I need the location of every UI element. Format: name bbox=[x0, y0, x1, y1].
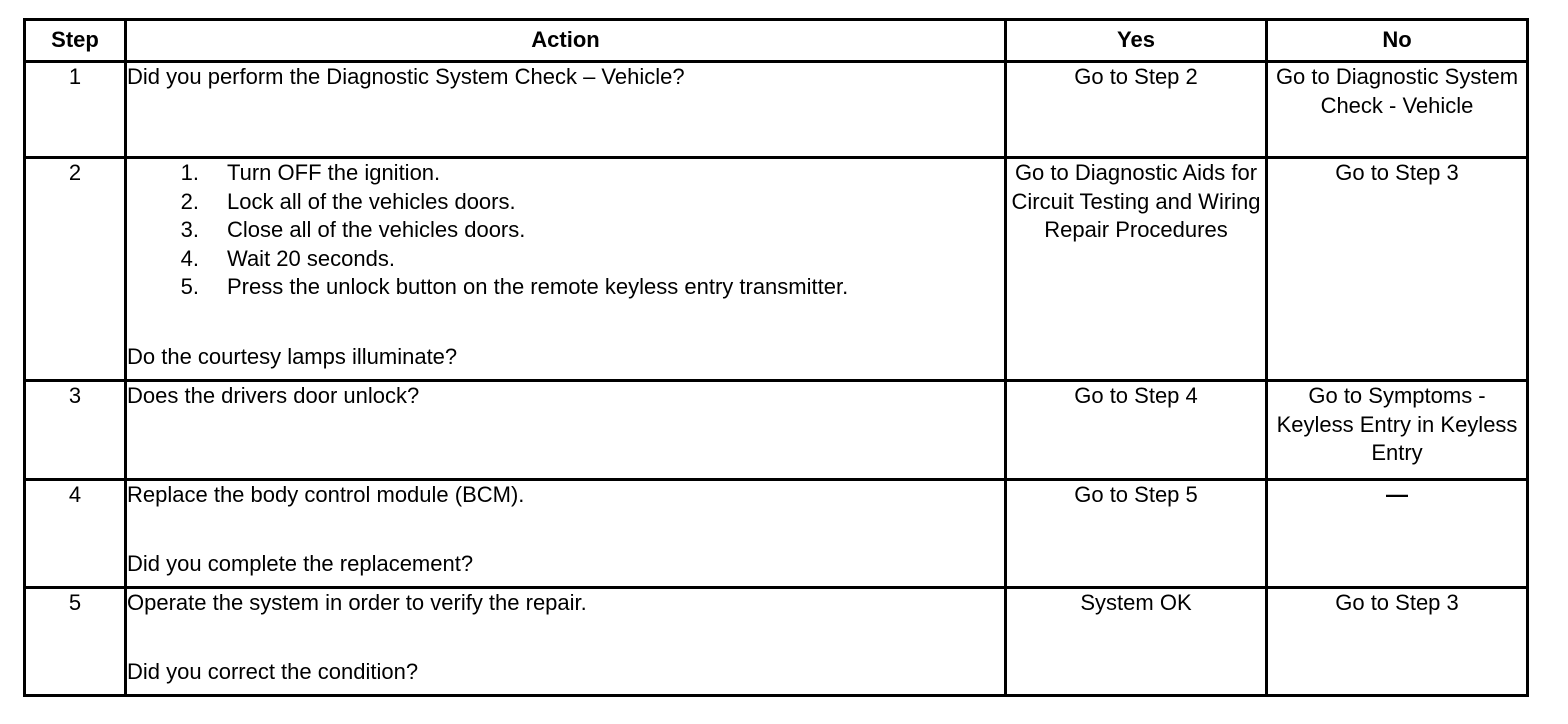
list-item bbox=[127, 159, 1004, 188]
action-question: Do the courtesy lamps illuminate? bbox=[127, 343, 458, 369]
list-item bbox=[127, 188, 1004, 217]
header-yes: Yes bbox=[1006, 20, 1267, 62]
table-row bbox=[25, 480, 1528, 588]
substep-number: 1. bbox=[180, 160, 199, 185]
substep-list bbox=[127, 159, 1004, 302]
yes-cell: Go to Step 4 bbox=[1006, 381, 1267, 480]
table-row bbox=[25, 588, 1528, 696]
action-text: Did you perform the Diagnostic System Check – Vehicle? bbox=[127, 64, 685, 89]
step-number: 2 bbox=[25, 158, 126, 381]
action-cell bbox=[126, 480, 1006, 588]
list-item bbox=[127, 273, 1004, 302]
action-cell bbox=[126, 588, 1006, 696]
header-no: No bbox=[1267, 20, 1528, 62]
no-cell: Go to Step 3 bbox=[1267, 588, 1528, 696]
substep-text: Wait 20 seconds. bbox=[227, 245, 395, 271]
action-cell bbox=[126, 62, 1006, 158]
action-text: Does the drivers door unlock? bbox=[127, 383, 420, 408]
no-cell: Go to Symptoms - Keyless Entry in Keyless Entry bbox=[1267, 381, 1528, 480]
no-cell: Go to Diagnostic System Check - Vehicle bbox=[1267, 62, 1528, 158]
yes-cell: Go to Step 5 bbox=[1006, 480, 1267, 588]
no-cell: — bbox=[1267, 480, 1528, 588]
yes-cell: Go to Diagnostic Aids for Circuit Testing and Wiring Repair Procedures bbox=[1006, 158, 1267, 381]
action-cell bbox=[126, 381, 1006, 480]
substep-text: Close all of the vehicles doors. bbox=[227, 217, 526, 242]
table-row bbox=[25, 62, 1528, 158]
substep-number: 3. bbox=[180, 217, 199, 242]
list-item bbox=[127, 216, 1004, 245]
action-text: Replace the body control module (BCM). bbox=[127, 482, 525, 507]
substep-text: Turn OFF the ignition. bbox=[227, 160, 441, 185]
yes-cell: System OK bbox=[1006, 588, 1267, 696]
substep-number: 4. bbox=[180, 245, 199, 271]
action-text: Operate the system in order to verify the repair. bbox=[127, 590, 587, 615]
action-cell bbox=[126, 158, 1006, 381]
header-action: Action bbox=[126, 20, 1006, 62]
substep-number: 2. bbox=[180, 188, 199, 214]
header-row bbox=[25, 20, 1528, 62]
header-step: Step bbox=[25, 20, 126, 62]
yes-cell: Go to Step 2 bbox=[1006, 62, 1267, 158]
substep-text: Press the unlock button on the remote keyless entry transmitter. bbox=[227, 274, 849, 299]
list-item bbox=[127, 245, 1004, 274]
action-question: Did you complete the replacement? bbox=[127, 550, 474, 576]
no-cell: Go to Step 3 bbox=[1267, 158, 1528, 381]
table-row bbox=[25, 381, 1528, 480]
substep-text: Lock all of the vehicles doors. bbox=[227, 188, 516, 214]
table-row bbox=[25, 158, 1528, 381]
step-number: 1 bbox=[25, 62, 126, 158]
step-number: 3 bbox=[25, 381, 126, 480]
step-number: 4 bbox=[25, 480, 126, 588]
action-question: Did you correct the condition? bbox=[127, 658, 419, 684]
diagnostic-table bbox=[23, 18, 1529, 697]
substep-number: 5. bbox=[180, 274, 199, 299]
step-number: 5 bbox=[25, 588, 126, 696]
